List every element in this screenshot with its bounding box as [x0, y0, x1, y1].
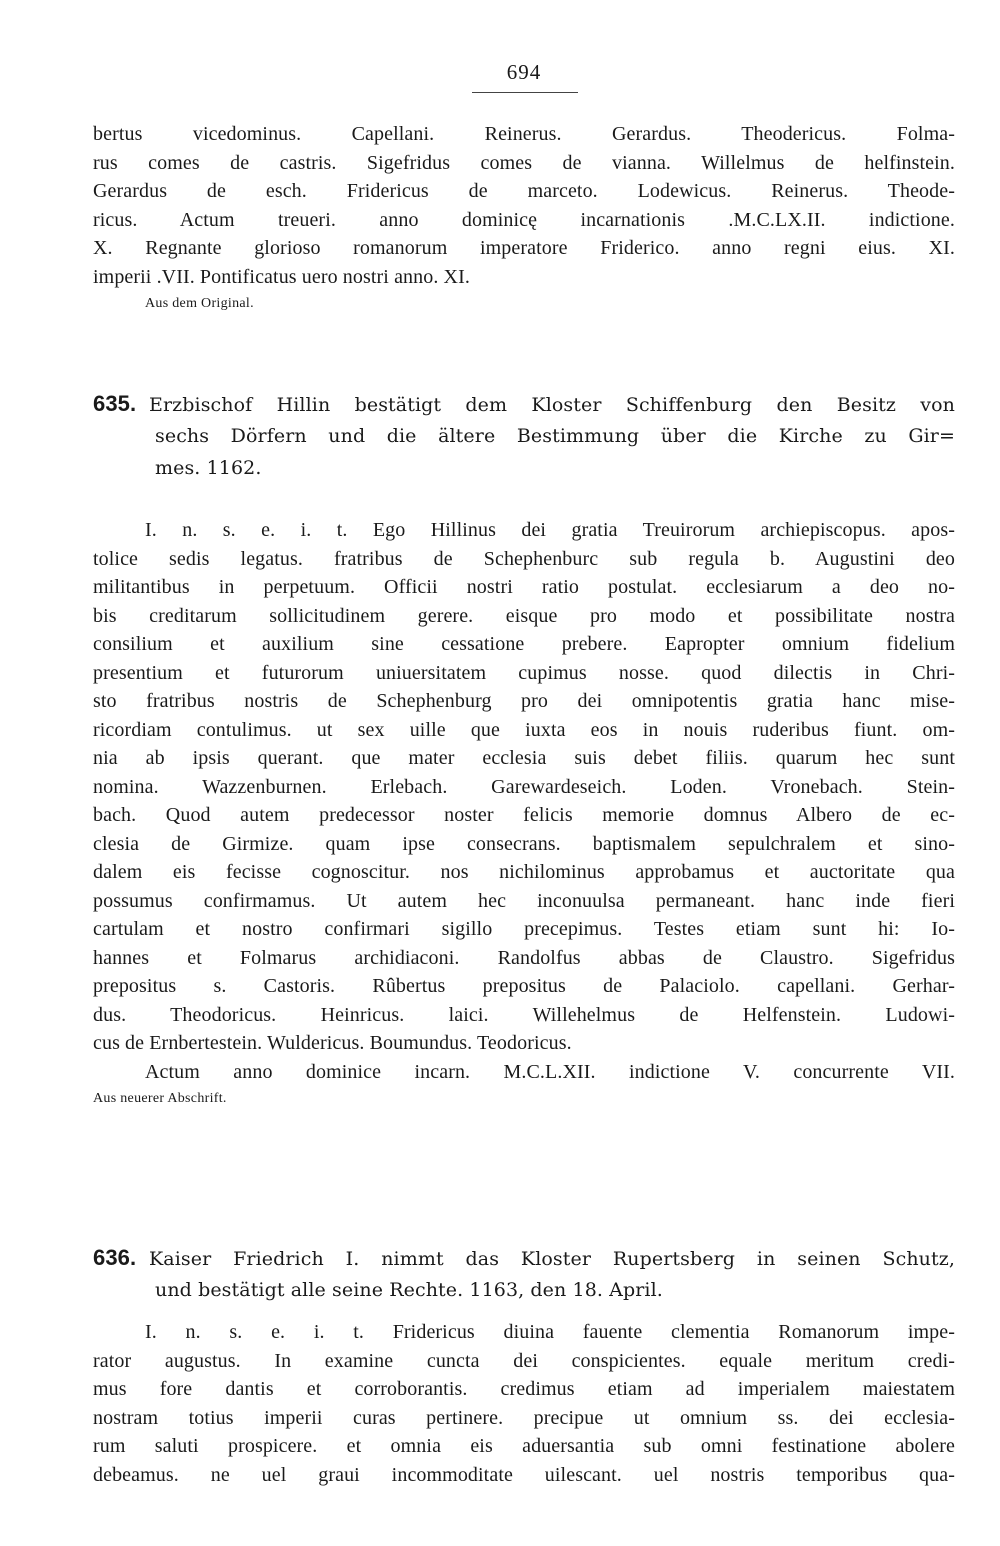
- text-line: debeamus. ne uel graui incommoditate uilescant. uel nostris temporibus qua-: [93, 1463, 955, 1486]
- source-note: Aus neuerer Abschrift.: [93, 1091, 227, 1106]
- text-line: possumus confirmamus. Ut autem hec inconuulsa permaneant. hanc inde fieri: [93, 889, 955, 912]
- heading-text: Kaiser Friedrich I. nimmt das Kloster Rupertsberg in seinen Schutz,: [149, 1248, 955, 1270]
- source-note: Aus dem Original.: [145, 296, 254, 311]
- text-line: rus comes de castris. Sigefridus comes de vianna. Willelmus de helfinstein.: [93, 151, 955, 174]
- text-line: nomina. Wazzenburnen. Erlebach. Garewardeseich. Loden. Vronebach. Stein-: [93, 775, 955, 798]
- text-line: I. n. s. e. i. t. Ego Hillinus dei gratia Treuirorum archiepiscopus. apos-: [145, 519, 955, 541]
- text-line: ricus. Actum treueri. anno dominicę incarnationis .M.C.LX.II. indictione.: [93, 208, 955, 231]
- heading-line: [93, 1242, 955, 1274]
- text-line: mus fore dantis et corroborantis. credimus etiam ad imperialem maiestatem: [93, 1378, 955, 1400]
- text-line: presentium et futurorum uniuersitatem cupimus nosse. quod dilectis in Chri-: [93, 661, 955, 684]
- text-line: ricordiam contulimus. ut sex uille que iuxta eos in nouis ruderibus fiunt. om-: [93, 718, 955, 741]
- text-line: dus. Theodoricus. Heinricus. laici. Willehelmus de Helfenstein. Ludowi-: [93, 1003, 955, 1026]
- page-number-rule: [472, 92, 578, 93]
- text-line: cartulam et nostro confirmari sigillo precepimus. Testes etiam sunt hi: Io-: [93, 918, 955, 940]
- text-line: Gerardus de esch. Fridericus de marceto. Lodewicus. Reinerus. Theode-: [93, 180, 955, 202]
- page-number: 694: [506, 60, 542, 84]
- text-line: X. Regnante glorioso romanorum imperatore Friderico. anno regni eius. XI.: [93, 237, 955, 259]
- document-number: 636.: [93, 1245, 137, 1270]
- text-line: militantibus in perpetuum. Officii nostri ratio postulat. ecclesiarum a deo no-: [93, 576, 955, 598]
- heading-line: [93, 388, 955, 420]
- text-line: tolice sedis legatus. fratribus de Schephenburc sub regula b. Augustini deo: [93, 547, 955, 570]
- text-line: imperii .VII. Pontificatus uero nostri anno. XI.: [93, 265, 470, 288]
- document-page: [93, 0, 955, 1546]
- text-line: prepositus s. Castoris. Rûbertus prepositus de Palaciolo. capellani. Gerhar-: [93, 975, 955, 997]
- text-line: bertus vicedominus. Capellani. Reinerus. Gerardus. Theodericus. Folma-: [93, 123, 955, 145]
- text-line: hannes et Folmarus archidiaconi. Randolfus abbas de Claustro. Sigefridus: [93, 946, 955, 969]
- text-line: dalem eis fecisse cognoscitur. nos nichilominus approbamus et auctoritate qua: [93, 861, 955, 883]
- document-number: 635.: [93, 391, 137, 416]
- text-line: nostram totius imperii curas pertinere. precipue ut omnium ss. dei ecclesia-: [93, 1406, 955, 1429]
- text-line: sto fratribus nostris de Schephenburg pro dei omnipotentis gratia hanc mise-: [93, 690, 955, 712]
- heading-line: und bestätigt alle seine Rechte. 1163, den 18. April.: [155, 1279, 663, 1301]
- text-line: bis creditarum sollicitudinem gerere. eisque pro modo et possibilitate nostra: [93, 604, 955, 627]
- doc-636-body: [93, 1318, 955, 1489]
- text-line: bach. Quod autem predecessor noster felicis memorie domnus Albero de ec-: [93, 804, 955, 826]
- text-line: nia ab ipsis querant. que mater ecclesia suis debet filiis. quarum hec sunt: [93, 747, 955, 769]
- text-line: cus de Ernbertestein. Wuldericus. Boumundus. Teodoricus.: [93, 1032, 572, 1054]
- heading-line: sechs Dörfern und die ältere Bestimmung über die Kirche zu Gir=: [155, 425, 955, 447]
- heading-line: mes. 1162.: [155, 457, 262, 479]
- doc-636-heading: [93, 1242, 955, 1306]
- text-line: rator augustus. In examine cuncta dei conspicientes. equale meritum credi-: [93, 1349, 955, 1372]
- text-line: clesia de Girmize. quam ipse consecrans. baptismalem sepulchralem et sino-: [93, 832, 955, 855]
- text-line: consilium et auxilium sine cessatione prebere. Eapropter omnium fidelium: [93, 633, 955, 655]
- doc-635-body: [93, 516, 955, 1112]
- doc-635-heading: [93, 388, 955, 484]
- doc-634-continuation: [93, 120, 955, 317]
- heading-text: Erzbischof Hillin bestätigt dem Kloster Schiffenburg den Besitz von: [149, 394, 955, 416]
- text-line: rum saluti prospicere. et omnia eis aduersantia sub omni festinatione abolere: [93, 1435, 955, 1457]
- text-line: I. n. s. e. i. t. Fridericus diuina fauente clementia Romanorum impe-: [145, 1321, 955, 1343]
- text-line: Actum anno dominice incarn. M.C.L.XII. indictione V. concurrente VII.: [145, 1060, 955, 1083]
